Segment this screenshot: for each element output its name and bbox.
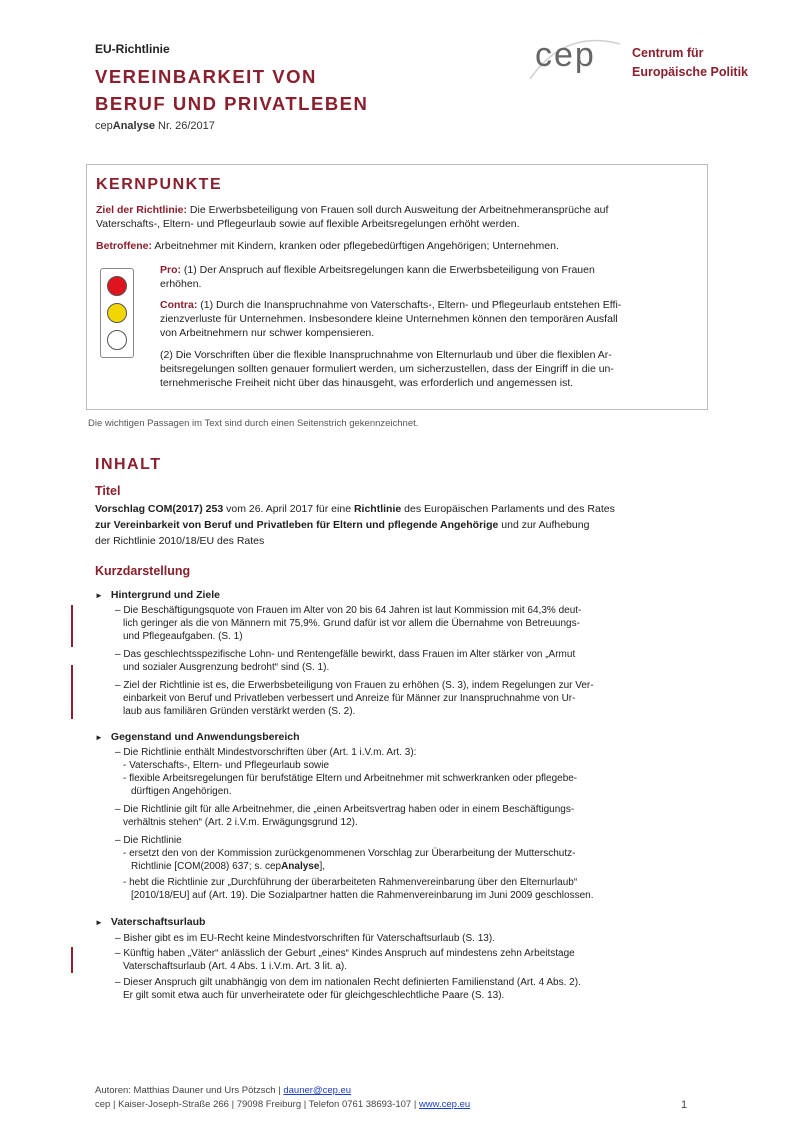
- bullet-arrow-icon: ►: [95, 591, 103, 600]
- list-item: – Die Richtlinie: [115, 835, 182, 846]
- ziel-text: Die Erwerbsbeteiligung von Frauen soll durch Ausweitung der Arbeitnehmeransprüche auf: [187, 204, 609, 216]
- titel-t1: vom 26. April 2017 für eine: [223, 503, 354, 515]
- number-bold: Analyse: [112, 120, 155, 132]
- titel-t3: und zur Aufhebung: [498, 519, 590, 531]
- list-bold: Analyse: [281, 861, 320, 872]
- list-item: einbarkeit von Beruf und Privatleben verbessert und Anreize für Männer zur Inanspruchnahme von Ur-: [123, 693, 576, 704]
- contra-line-1: [160, 298, 621, 312]
- list-item: Er gilt somit etwa auch für unverheiratete oder für gleichgeschlechtliche Paare (S. 13).: [123, 990, 505, 1001]
- logo-line-1: Centrum für: [632, 46, 704, 60]
- list-item: lich geringer als die von Männern mit 75,9%. Grund dafür ist vor allem die Übernahme von Betreuungs-: [123, 618, 580, 629]
- bullet-arrow-icon: ►: [95, 918, 103, 927]
- list-item: [2010/18/EU] auf (Art. 19). Die Sozialpartner hatten die Rahmenvereinbarung im Juni 2009 geschlossen.: [131, 890, 594, 901]
- inhalt-title: INHALT: [95, 456, 162, 473]
- pro-text: (1) Der Anspruch auf flexible Arbeitsregelungen kann die Erwerbsbeteiligung von Frauen: [181, 264, 595, 276]
- titel-bold-1: Vorschlag COM(2017) 253: [95, 503, 224, 515]
- betroffene-line: [96, 239, 559, 253]
- logo-text: [632, 44, 748, 82]
- kernpunkte-title: KERNPUNKTE: [96, 176, 223, 193]
- titel-line-3: der Richtlinie 2010/18/EU des Rates: [95, 535, 265, 547]
- document-title: [95, 63, 368, 117]
- titel-text: [95, 501, 695, 549]
- titel-bold-2: Richtlinie: [353, 503, 402, 515]
- list-text: ],: [319, 861, 325, 872]
- list-item: verhältnis stehen“ (Art. 2 i.V.m. Erwägungsgrund 12).: [123, 817, 358, 828]
- number-suffix: Nr. 26/2017: [154, 120, 215, 132]
- section-vaterschaftsurlaub: [95, 916, 205, 928]
- section-title: Vaterschaftsurlaub: [110, 916, 206, 928]
- list-text: Richtlinie [COM(2008) 637; s. cep: [131, 861, 282, 872]
- betroffene-label: Betroffene:: [96, 240, 153, 252]
- list-item: Vaterschaftsurlaub (Art. 4 Abs. 1 i.V.m. Art. 3 lit. a).: [123, 961, 347, 972]
- contra2-line-2: beitsregelungen sollten genauer formuliert werden, um sicherzustellen, dass der Eingriff in die un-: [160, 363, 614, 375]
- list-item: - flexible Arbeitsregelungen für berufstätige Eltern und Arbeitnehmer mit schwerkranken oder pflegebe-: [123, 773, 578, 784]
- betroffene-text: Arbeitnehmer mit Kindern, kranken oder pflegebedürftigen Angehörigen; Unternehmen.: [152, 240, 559, 252]
- contra2-line-3: ternehmerische Freiheit nicht über das hinausgeht, was erforderlich und angemessen ist.: [160, 377, 574, 389]
- list-item: – Bisher gibt es im EU-Recht keine Mindestvorschriften für Vaterschaftsurlaub (S. 13).: [115, 933, 495, 944]
- contra-line-3: von Arbeitnehmern nur schwer kompensieren.: [160, 327, 375, 339]
- list-item: – Die Richtlinie enthält Mindestvorschriften über (Art. 1 i.V.m. Art. 3):: [115, 747, 417, 758]
- email-link[interactable]: dauner@cep.eu: [283, 1085, 352, 1096]
- list-item: – Die Beschäftigungsquote von Frauen im Alter von 20 bis 64 Jahren ist laut Kommission mit 64,3% deut-: [115, 605, 582, 616]
- contra2-line-1: (2) Die Vorschriften über die flexible Inanspruchnahme von Elternurlaub und über die flexiblen Ar-: [160, 349, 612, 361]
- document-type-label: EU-Richtlinie: [95, 42, 170, 56]
- pro-label: Pro:: [160, 264, 181, 276]
- ziel-line-2: Vaterschafts-, Eltern- und Pflegeurlaub sowie auf flexible Arbeitsregelungen erhöht werden.: [96, 218, 520, 230]
- section-hintergrund: [95, 589, 220, 601]
- titel-heading: Titel: [95, 484, 121, 498]
- titel-bold-3: zur Vereinbarkeit von Beruf und Privatleben für Eltern und pflegende Angehörige: [95, 519, 499, 531]
- page-number: 1: [681, 1099, 688, 1111]
- pro-line-1: [160, 263, 595, 277]
- list-item: – Das geschlechtsspezifische Lohn- und Rentengefälle bewirkt, dass Frauen im Alter stärker von „Armut: [115, 649, 576, 660]
- titel-line-2: [95, 517, 695, 533]
- list-item: und sozialer Ausgrenzung bedroht“ sind (S. 1).: [123, 662, 330, 673]
- list-item: – Dieser Anspruch gilt unabhängig von dem im nationalen Recht definierten Familienstand (Art. 4 Abs. 2).: [115, 977, 581, 988]
- important-marker: [71, 605, 73, 647]
- list-item: - Vaterschafts-, Eltern- und Pflegeurlaub sowie: [123, 760, 330, 771]
- logo-mark: cep: [535, 36, 596, 74]
- section-gegenstand: [95, 731, 300, 743]
- ziel-label: Ziel der Richtlinie:: [96, 204, 188, 216]
- logo-line-2: Europäische Politik: [632, 65, 749, 79]
- ziel-line-1: [96, 203, 608, 217]
- list-item: [131, 860, 325, 874]
- section-title: Gegenstand und Anwendungsbereich: [110, 731, 300, 743]
- contra-line-2: zienzverluste für Unternehmen. Insbesondere kleine Unternehmen können den temporären Ausfall: [160, 313, 618, 325]
- important-marker: [71, 665, 73, 719]
- footer-address: [95, 1099, 470, 1110]
- list-item: laub aus familiären Gründen verstärkt werden (S. 2).: [123, 706, 356, 717]
- list-item: – Künftig haben „Väter“ anlässlich der Geburt „eines“ Kindes Anspruch auf mindestens zehn Arbeitstage: [115, 948, 575, 959]
- title-line-2: BERUF UND PRIVATLEBEN: [95, 93, 369, 114]
- contra-text: (1) Durch die Inanspruchnahme von Vaterschafts-, Eltern- und Pflegeurlaub entstehen Effi-: [197, 299, 622, 311]
- list-item: und Pflegeaufgaben. (S. 1): [123, 631, 243, 642]
- pro-line-2: erhöhen.: [160, 278, 202, 290]
- list-item: – Die Richtlinie gilt für alle Arbeitnehmer, die „einen Arbeitsvertrag haben oder in einem Beschäftigungs-: [115, 804, 575, 815]
- titel-t2: des Europäischen Parlaments und des Rates: [401, 503, 615, 515]
- titel-line-1: [95, 501, 695, 517]
- bullet-arrow-icon: ►: [95, 733, 103, 742]
- yellow-light-icon: [107, 303, 127, 323]
- traffic-light-icon: [100, 268, 134, 358]
- list-item: dürftigen Angehörigen.: [131, 786, 232, 797]
- title-line-1: VEREINBARKEIT VON: [95, 66, 317, 87]
- marker-note: Die wichtigen Passagen im Text sind durch einen Seitenstrich gekennzeichnet.: [88, 418, 419, 429]
- red-light-icon: [107, 276, 127, 296]
- footer-authors-text: Autoren: Matthias Dauner und Urs Pötzsch |: [95, 1085, 284, 1096]
- list-item: - ersetzt den von der Kommission zurückgenommenen Vorschlag zur Überarbeitung der Mutterschutz-: [123, 848, 576, 859]
- important-marker: [71, 947, 73, 973]
- number-prefix: cep: [95, 120, 113, 132]
- footer-address-text: cep | Kaiser-Joseph-Straße 266 | 79098 Freiburg | Telefon 0761 38693-107 |: [95, 1099, 419, 1110]
- kurzdarstellung-heading: Kurzdarstellung: [95, 564, 191, 578]
- website-link[interactable]: www.cep.eu: [418, 1099, 471, 1110]
- list-item: – Ziel der Richtlinie ist es, die Erwerbsbeteiligung von Frauen zu erhöhen (S. 3), indem Regelungen zur Ver-: [115, 680, 594, 691]
- contra-label: Contra:: [160, 299, 198, 311]
- analysis-number: [95, 120, 215, 132]
- list-item: - hebt die Richtlinie zur „Durchführung der überarbeiteten Rahmenvereinbarung über den Elternurlaub“: [123, 877, 578, 888]
- section-title: Hintergrund und Ziele: [110, 589, 221, 601]
- footer-authors: [95, 1085, 351, 1096]
- off-light-icon: [107, 330, 127, 350]
